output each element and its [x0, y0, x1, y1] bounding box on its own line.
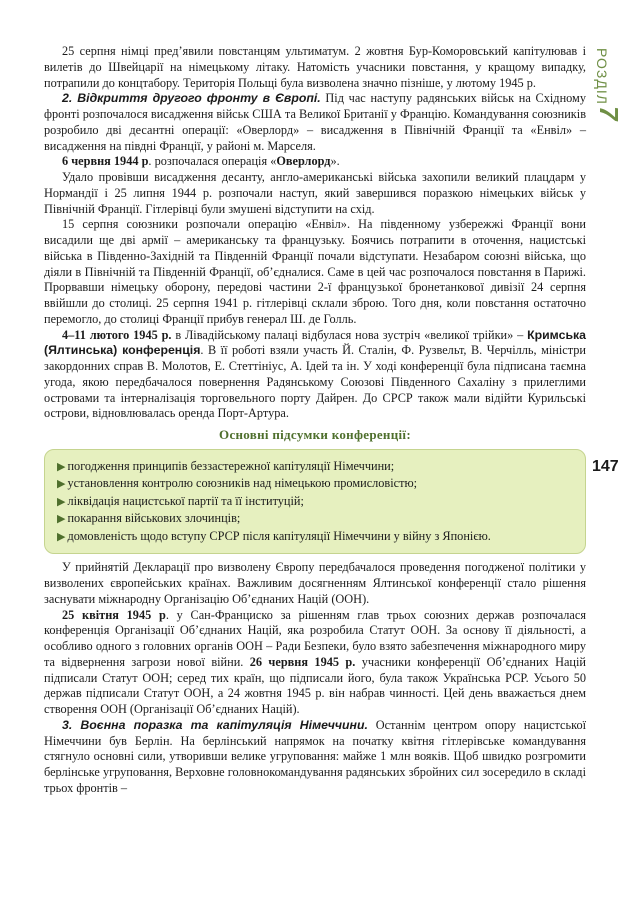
conference-name: Кримська (Ялтинська) конференція [44, 327, 587, 358]
operation-name: Оверлорд [276, 154, 331, 169]
list-item-text: домовленість щодо вступу СРСР після капітуляції Німеччини у війну з Японією. [67, 528, 491, 543]
date-highlight: 25 квітня 1945 р [62, 607, 166, 622]
paragraph-landing: Удало провівши висадження десанту, англо-американські війська захопили великий плацдарм у Нормандії і 25 липня 1944 р. розпочали наступ, який завершився поразкою німецьких військ у Північній Франції. Гітлерівці були змушені відступити на схід. [44, 170, 586, 216]
date-highlight: 4–11 лютого 1945 р. [62, 327, 172, 342]
paragraph-text: ». [330, 154, 340, 169]
paragraph-text: . у Сан-Франциско за рішенням глав трьох союзних держав розпочалася конференція Організації Об’єднаних Націй, яка розробила Статут ООН. За основу її діяльності, а особливо одного з головних органів ООН – Ради Безпеки, було взято забезпечення міжнародного миру та відвернення загрози нової війни. [44, 607, 587, 669]
paragraph-1: 25 серпня німці пред’явили повстанцям ультиматум. 2 жовтня Бур-Коморовський капітулював і вилетів до Швейцарії на німецькому літаку. Натомість учасники повстання, у кращому випадку, потрапили до концтабору. Територія Польщі була визволена значно пізніше, у лютому 1945 р. [44, 44, 586, 90]
summary-title: Основні підсумки конференції: [219, 427, 411, 442]
paragraph-anvil: 15 серпня союзники розпочали операцію «Енвіл». На південному узбережжі Франції вони висадили ще дві армії – американську та французьку. Боячись потрапити в оточення, нацистські війська в Південно-Західній та Південній Франції почали відступати. Незабаром союзні війська, що діяли в Північній та Південній Франції, об’єдналися. Саме в цей час розпочалося повстання в Парижі. Прорвавши німецьку оборону, передові частини 2-ї французької бронетанкової дивізії 24 серпня ввійшли до столиці. 25 серпня 1941 р. гітлерівці склали зброю. Того дня, коли повстання остаточно перемогло, до столиці Франції прибув генерал Ш. де Голль. [44, 217, 586, 326]
list-item-text: погодження принципів беззастережної капітуляції Німеччини; [67, 458, 395, 473]
list-item-text: ліквідація нацистської партії та її інституцій; [67, 493, 304, 508]
paragraph-overlord [44, 154, 586, 170]
paragraph-declaration: У прийнятій Декларації про визволену Європу передбачалося проведення погодженої політики у визволених європейських країнах. Важливим досягненням Ялтинської конференції стало рішення заснувати міжнародну Організацію Об’єднаних Націй (ООН). [44, 560, 586, 606]
paragraph-second-front [44, 91, 586, 154]
paragraph-text: . В її роботі взяли участь Й. Сталін, Ф. Рузвельт, В. Черчілль, міністри закордонних справ В. Молотов, Е. Стеттініус, А. Ідей та ін. У ході конференції була підписана таємна угода, якою передбачалося повернення Радянському Союзові Південного Сахаліну з прилеглими островами та інтерналізація торговельного порту Дайрен. До СРСР також мали відійти Курильські острови, відновлювалась оренда Порт-Артура. [44, 343, 586, 421]
triangle-bullet-icon: ▶ [57, 530, 66, 543]
triangle-bullet-icon: ▶ [57, 478, 66, 491]
summary-box [44, 449, 586, 555]
date-highlight: 26 червня 1945 р. [249, 654, 356, 669]
list-item [57, 510, 573, 528]
paragraph-yalta [44, 328, 586, 423]
paragraph-text: учасники конференції Об’єднаних Націй підписали Статут ООН; серед тих країн, що підписали його, була також Українська РСР. Усього 50 держав підписали Статут ООН, а 24 жовтня 1945 р. він набрав чинності. Цей день вважається днем створення ООН (Організації Об’єднаних Націй). [44, 654, 586, 716]
list-item [57, 528, 573, 546]
section-heading-second-front: 2. Відкриття другого фронту в Європі. [62, 91, 321, 106]
paragraph-text: . розпочалася операція « [148, 154, 277, 169]
page-body [44, 44, 586, 797]
list-item [57, 475, 573, 493]
list-item-text: установлення контролю союзників над німецькою промисловістю; [67, 476, 418, 491]
paragraph-text: Під час наступу радянських військ на Східному фронті розпочалося висадження військ США та Великої Британії у Францію. Командування союзників розробило дві десантні операції: «Оверлорд» – висадження в Північній Франції та «Енвіл» – висадження на півдні Франції, у районі м. Марселя. [44, 91, 586, 153]
paragraph-germany-defeat [44, 718, 586, 797]
section-heading-defeat: 3. Воєнна поразка та капітуляція Німеччини. [62, 717, 368, 732]
section-number: 7 [594, 106, 624, 121]
triangle-bullet-icon: ▶ [57, 513, 66, 526]
triangle-bullet-icon: ▶ [57, 460, 66, 473]
list-item-text: покарання військових злочинців; [67, 511, 241, 526]
page-number: 147 [592, 458, 619, 475]
paragraph-text: в Лівадійському палаці відбулася нова зустріч «великої трійки» – [171, 327, 528, 342]
section-word: РОЗДІЛ [594, 48, 610, 105]
date-highlight: 6 червня 1944 р [62, 154, 149, 169]
list-item [57, 493, 573, 511]
triangle-bullet-icon: ▶ [57, 495, 66, 508]
section-tab [592, 40, 624, 152]
list-item [57, 458, 573, 476]
paragraph-text: Останнім центром опору нацистської Німеччини був Берлін. На берлінський напрямок на початку квітня гітлерівське командування стягнуло основні сили, утворивши велике угруповання: майже 1 млн вояків. Щоб швидко розгромити берлінське угруповання, Верховне головнокомандування радянських збройних сил зосередило в складі трьох фронтів – [44, 717, 587, 795]
paragraph-un [44, 608, 586, 718]
summary-list [57, 458, 573, 546]
